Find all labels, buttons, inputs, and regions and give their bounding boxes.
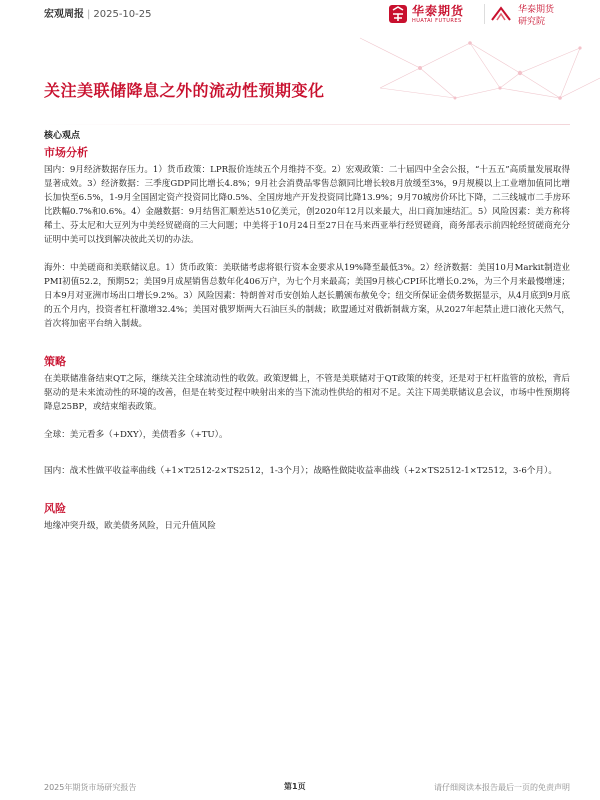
page-number: 第1页 [284,782,306,791]
report-title: 关注美联储降息之外的流动性预期变化 [44,81,325,100]
strategy-global-paragraph: 全球：美元看多（+DXY），美债看多（+TU）。 [44,430,228,440]
report-type: 宏观周报 [44,9,84,20]
logo-main-cn: 华泰期货 [412,4,465,18]
risk-paragraph: 地缘冲突升级，欧美债务风险，日元升值风险 [44,521,216,531]
research-logo-icon [490,4,512,24]
market-analysis-heading: 市场分析 [44,146,88,159]
strategy-paragraph: 在美联储准备结束QT之际，继续关注全球流动性的收敛。政策逻辑上，不管是美联储对于QT政策的转变，还是对于杠杆监管的放松，背后驱动的是未来流动性的环境的改善，但是在转变过程中映射出来的当下流动性供给的相对不足。关注下周美联储议息会议，市场中性预期将降息25BP，或结束缩表政策。 [44,374,570,412]
strategy-domestic-paragraph: 国内：战术性做平收益率曲线（+1×T2512-2×TS2512，1-3个月）；战略性做陡收益率曲线（+2×TS2512-1×T2512，3-6个月）。 [44,466,557,476]
report-date: 2025-10-25 [93,9,152,20]
page-footer [0,776,600,800]
logo-sub-line1: 华泰期货 [518,5,555,15]
logo-divider [484,4,485,24]
header-separator: | [87,9,91,20]
core-view-heading: 核心观点 [44,131,81,141]
report-body [44,128,570,533]
market-overseas-paragraph: 海外：中美磋商和美联储议息。1）货币政策：美联储考虑将银行资本金要求从19%降至最低3%。2）经济数据：美国10月Markit制造业PMI初值52.2，预期52；美国9月成屋销售总数年化406万户，为七个月来最高；美国9月核心CPI环比增长0.2%，为三个月来最慢增速；日本9月对亚洲市场出口增长9.2%。3）风险因素：特朗普对币安创始人赵长鹏颁布赦免令；纽交所保证金债务数据显示，从4月底到9月底的五个月内，投资者杠杆激增32.4%；美国对俄罗斯两大石油巨头的制裁；欧盟通过对俄新制裁方案，从2027年起禁止进口液化天然气，首次将加密平台纳入制裁。 [44,263,570,329]
report-meta [44,5,152,20]
risk-heading: 风险 [44,502,66,515]
footer-report-name: 2025年期货市场研究报告 [44,783,137,792]
huatai-futures-logo [388,2,480,26]
market-domestic-paragraph: 国内：9月经济数据存压力。1）货币政策：LPR报价连续五个月维持不变。2）宏观政策：二十届四中全会公报，“十五五”高质量发展取得显著成效。3）经济数据：三季度GDP同比增长4.8%；9月社会消费品零售总额同比增长较8月放缓至3%，9月规模以上工业增加值同比增长加快至6.5%，1-9月全国固定资产投资同比降0.5%、全国房地产开发投资同比降13.9%；9月70城房价环比下降，二三线城市二手房环比跌幅0.7%和0.6%。4）金融数据：9月结售汇顺差达510亿美元，创2020年12月以来最大，出口商加速结汇。5）风险因素：美方称将稀土、芬太尼和大豆列为中美经贸磋商的三大问题；中美将于10月24日至27日在马来西亚举行经贸磋商，商务部表示前四轮经贸磋商充分证明中美可以找到解决彼此关切的办法。 [44,165,570,245]
strategy-heading: 策略 [44,355,66,368]
research-institute-logo [490,2,570,28]
logo-sub-line2: 研究院 [518,17,546,27]
logo-main-en: HUATAI FUTURES [412,18,462,24]
disclaimer-note: 请仔细阅读本报告最后一页的免责声明 [434,783,570,792]
huatai-logo-icon [388,4,408,24]
